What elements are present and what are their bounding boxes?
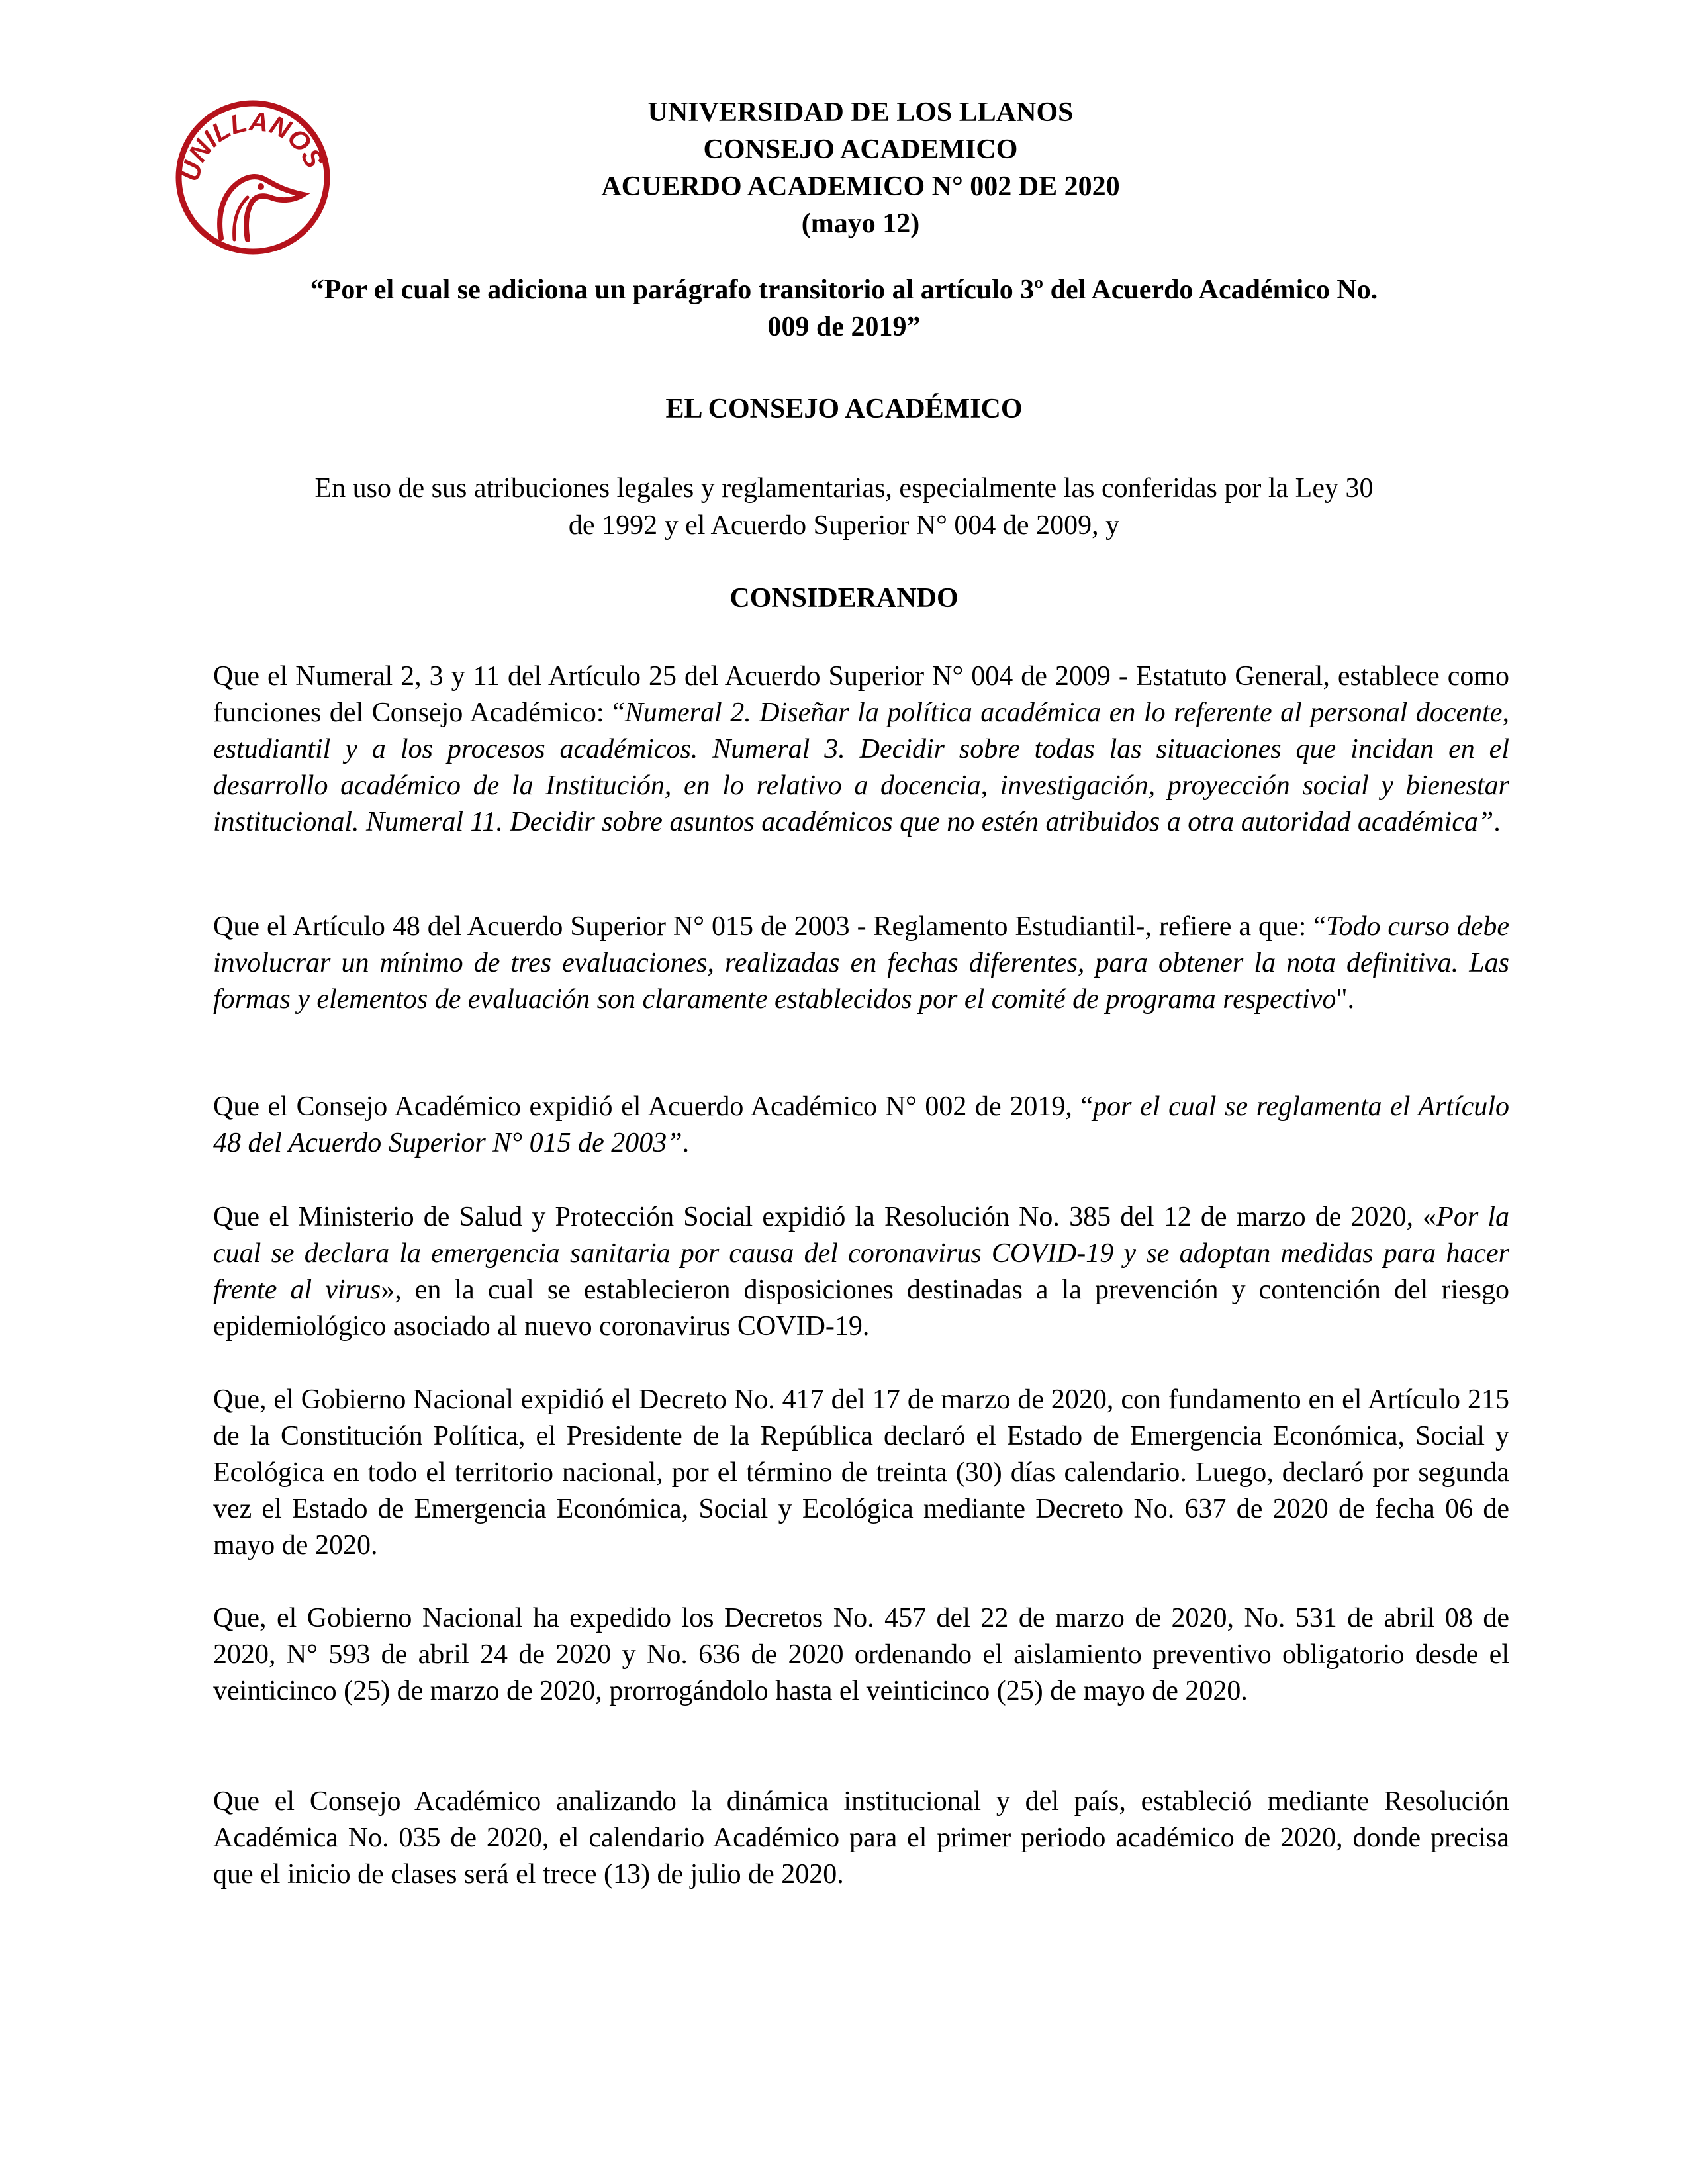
agreement-title-line-2: 009 de 2019” <box>767 312 921 342</box>
paragraph-4-quote: Por la cual se declara la emergencia sanitaria por causa del coronavirus COVID-19 y se adoptan medidas para hacer frente al virus <box>213 1202 1509 1305</box>
considerando-heading: CONSIDERANDO <box>729 583 959 614</box>
paragraph-2-text: Que el Artículo 48 del Acuerdo Superior N° 015 de 2003 - Reglamento Estudiantil-, refiere a que: “ <box>213 911 1326 942</box>
paragraph-3-text: Que el Consejo Académico expidió el Acuerdo Académico N° 002 de 2019, “ <box>213 1091 1094 1122</box>
paragraph-5: Que, el Gobierno Nacional expidió el Decreto No. 417 del 17 de marzo de 2020, con fundamento en el Artículo 215 de la Constitución Política, el Presidente de la República declaró el Estado de Emergencia Económica, Social y Ecológica en todo el territorio nacional, por el término de treinta (30) días calendario. Luego, declaró por segunda vez el Estado de Emergencia Económica, Social y Ecológica mediante Decreto No. 637 de 2020 de fecha 06 de mayo de 2020. <box>213 1385 1509 1561</box>
council-name: CONSEJO ACADEMICO <box>703 134 1018 165</box>
paragraph-1-text: Que el Numeral 2, 3 y 11 del Artículo 25 del Acuerdo Superior N° 004 de 2009 - Estatuto General, establece como funciones del Consejo Académico: “ <box>213 661 1509 728</box>
paragraph-7: Que el Consejo Académico analizando la dinámica institucional y del país, estableció mediante Resolución Académica No. 035 de 2020, el calendario Académico para el primer periodo académico de 2020, donde precisa que el inicio de clases será el trece (13) de julio de 2020. <box>213 1786 1509 1889</box>
paragraph-4-text: Que el Ministerio de Salud y Protección Social expidió la Resolución No. 385 del 12 de marzo de 2020, « <box>213 1202 1437 1232</box>
agreement-title-line-1: “Por el cual se adiciona un parágrafo transitorio al artículo 3º del Acuerdo Académico No. <box>310 275 1378 305</box>
university-logo <box>173 98 332 257</box>
paragraph-3-quote: por el cual se reglamenta el Artículo 48 del Acuerdo Superior N° 015 de 2003” <box>213 1091 1510 1158</box>
paragraph-1-quote: Numeral 2. Diseñar la política académica en lo referente al personal docente, estudiantil y a los procesos académicos. Numeral 3. Decidir sobre todas las situaciones que incidan en el desarrollo académico de la Institución, en lo relativo a docencia, investigación, proyección social y bienestar institucional. Numeral 11. Decidir sobre asuntos académicos que no estén atribuidos a otra autoridad académica” <box>213 698 1509 837</box>
university-name: UNIVERSIDAD DE LOS LLANOS <box>647 97 1074 128</box>
paragraph-4 <box>213 1199 1509 1345</box>
body-heading: EL CONSEJO ACADÉMICO <box>665 394 1023 424</box>
paragraph-2-quote: Todo curso debe involucrar un mínimo de tres evaluaciones, realizadas en fechas diferentes, para obtener la nota definitiva. Las formas y elementos de evaluación son claramente establecidos por el comité de programa respectivo <box>213 911 1509 1015</box>
agreement-date: (mayo 12) <box>801 208 920 239</box>
intro-line-1: En uso de sus atribuciones legales y reglamentarias, especialmente las conferidas por la Ley 30 <box>314 473 1374 504</box>
paragraph-3 <box>213 1089 1509 1161</box>
agreement-number: ACUERDO ACADEMICO N° 002 DE 2020 <box>601 171 1120 202</box>
paragraph-2-end: ". <box>1336 984 1354 1015</box>
svg-text:UNILLANOS <box>175 107 329 184</box>
paragraph-6: Que, el Gobierno Nacional ha expedido los Decretos No. 457 del 22 de marzo de 2020, No. 531 de abril 08 de 2020, N° 593 de abril 24 de 2020 y No. 636 de 2020 ordenando el aislamiento preventivo obligatorio desde el veinticinco (25) de marzo de 2020, prorrogándolo hasta el veinticinco (25) de mayo de 2020. <box>213 1603 1509 1706</box>
paragraph-2 <box>213 909 1509 1018</box>
paragraph-4-end: », en la cual se establecieron disposiciones destinadas a la prevención y contención del riesgo epidemiológico asociado al nuevo coronavirus COVID-19. <box>213 1275 1509 1342</box>
paragraph-1-end: . <box>1493 807 1501 837</box>
intro-line-2: de 1992 y el Acuerdo Superior N° 004 de 2009, y <box>568 510 1120 541</box>
paragraph-3-end: . <box>682 1128 690 1158</box>
paragraph-1 <box>213 659 1509 841</box>
logo-text: UNILLANOS <box>175 107 329 184</box>
